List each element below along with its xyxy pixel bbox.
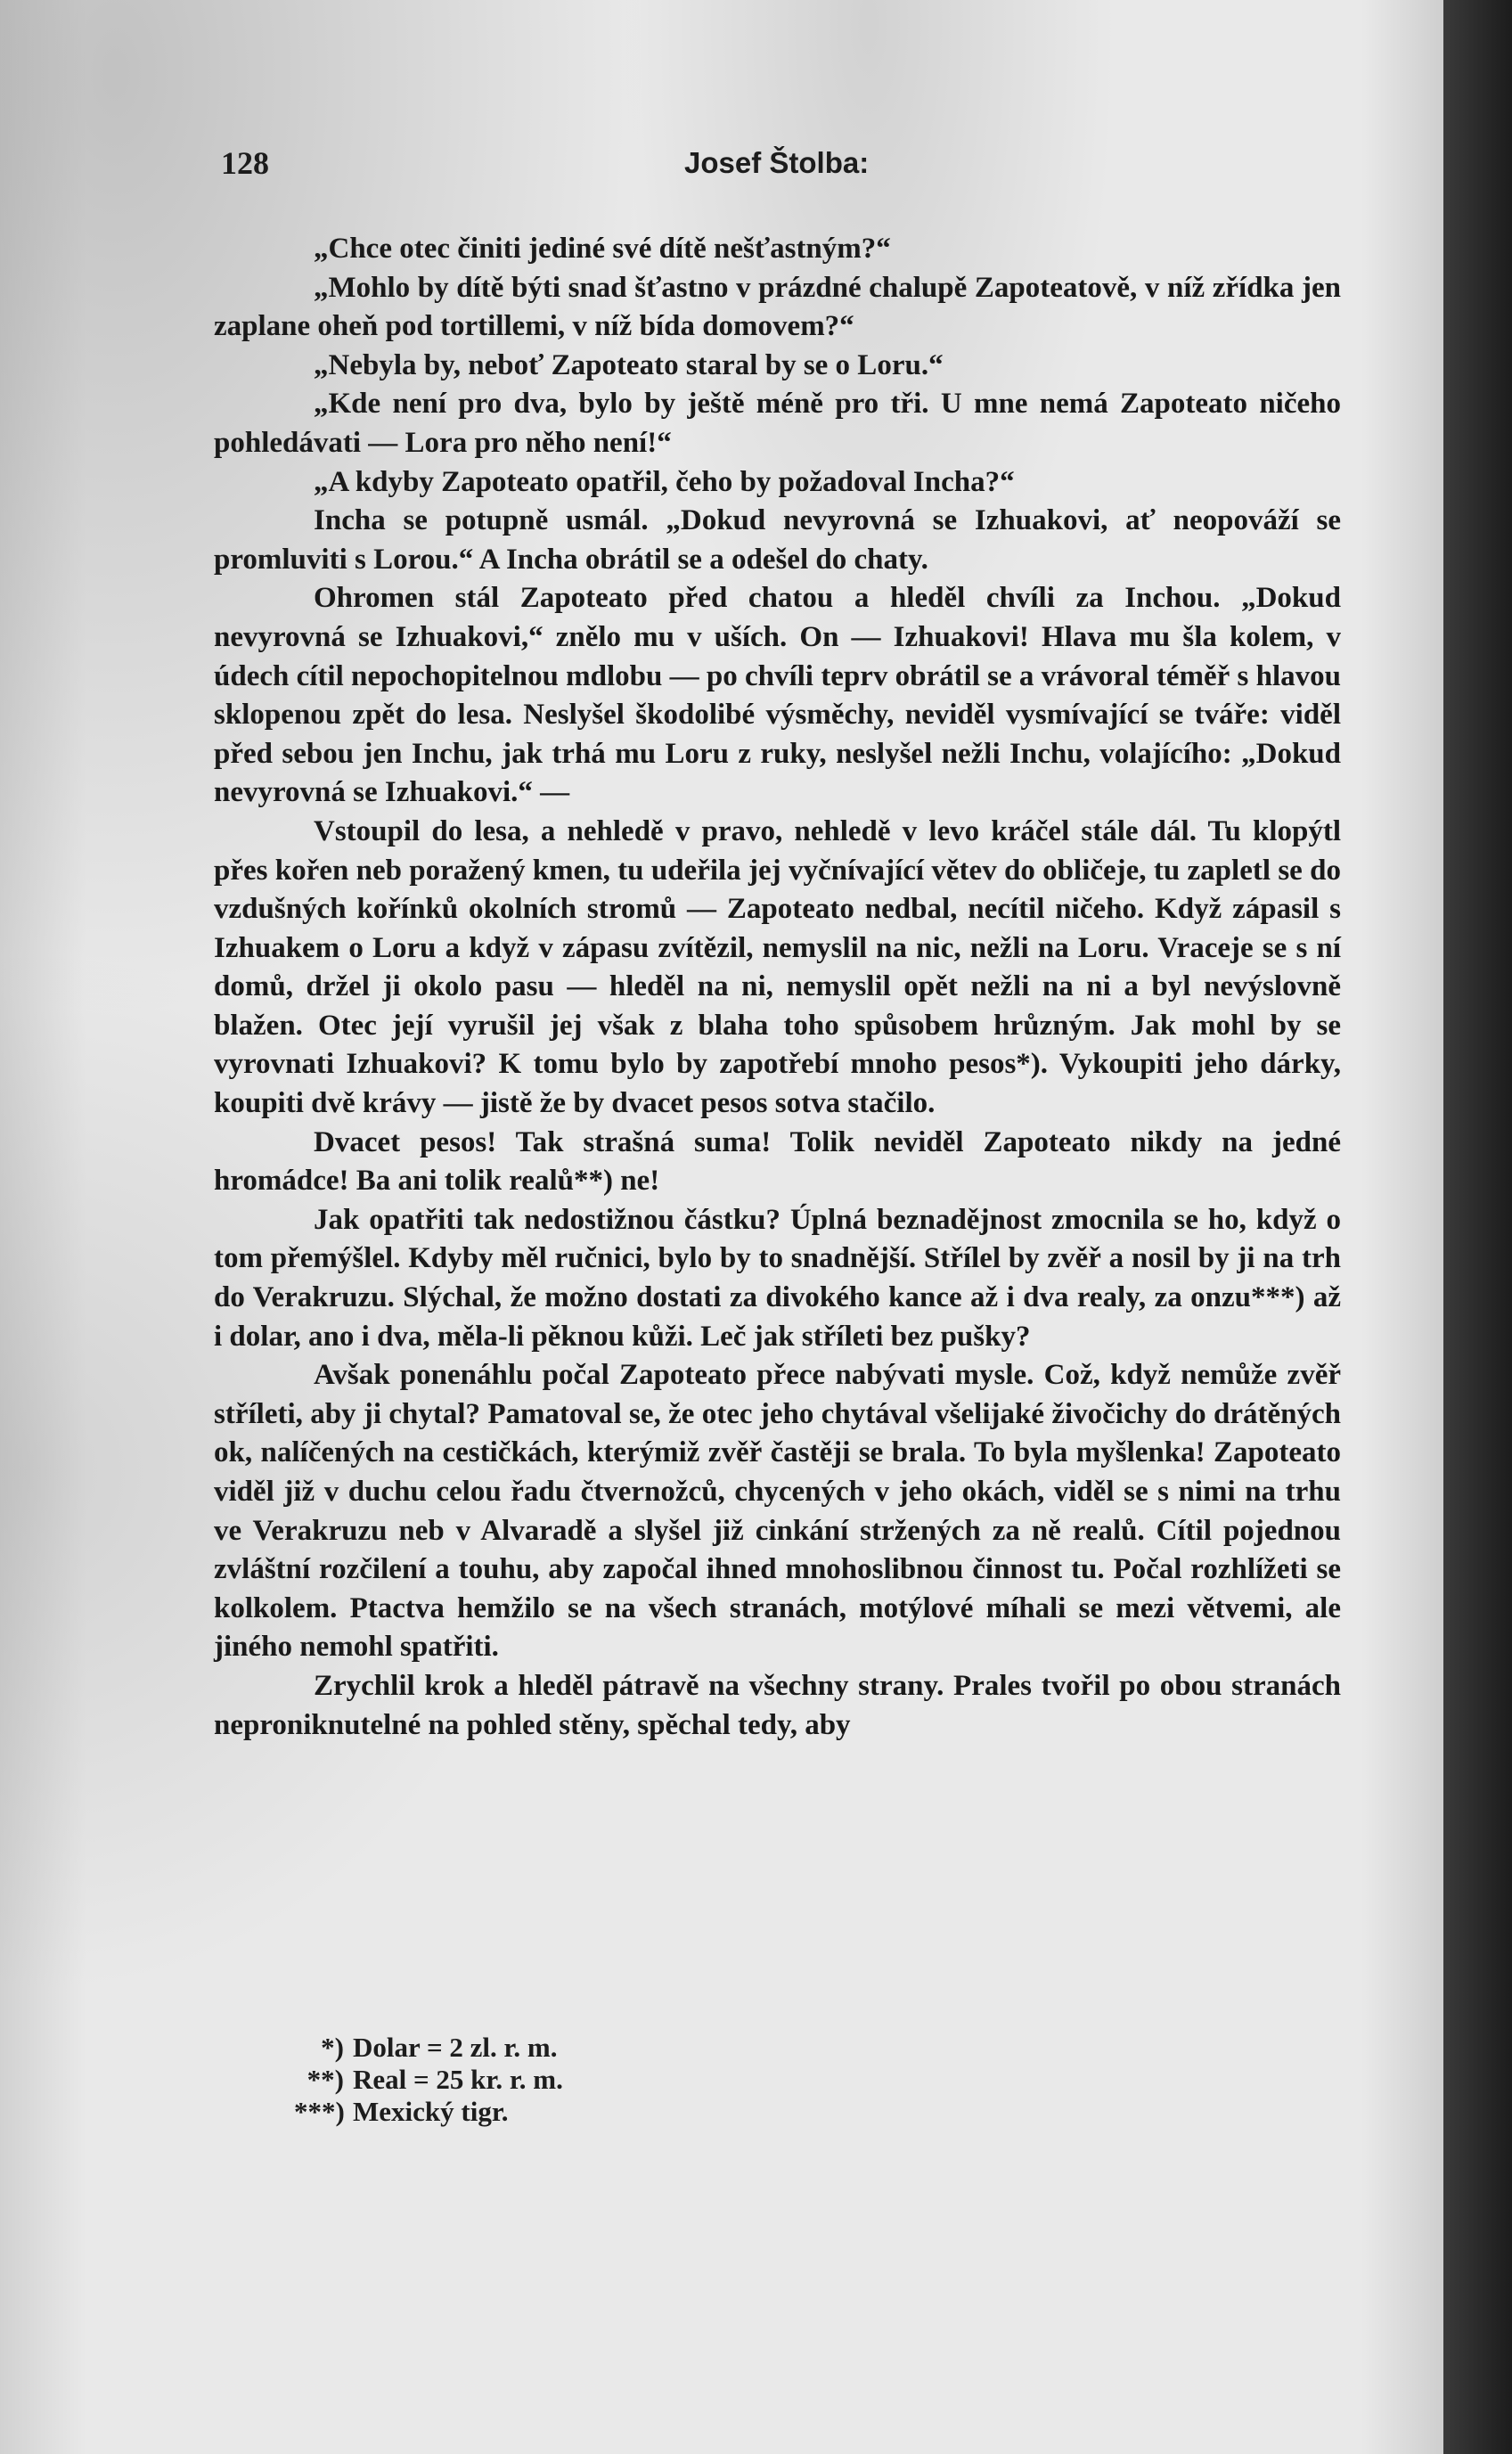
footnote-mark: ***) (294, 2096, 345, 2127)
running-head: Josef Štolba: (684, 146, 870, 179)
footnote-mark: **) (306, 2064, 344, 2095)
footnote-text: Real = 25 kr. r. m. (353, 2064, 563, 2095)
page-number: 128 (221, 145, 269, 181)
footnotes (294, 2032, 829, 2128)
footnote-mark: *) (321, 2032, 344, 2063)
page-header (221, 144, 1344, 189)
footnote (294, 2096, 829, 2128)
paragraph: „Mohlo by dítě býti snad šťastno v prázdné chalupě Zapoteatově, v níž zřídka jen zaplane oheň pod tortillemi, v níž bída domovem?“ (214, 271, 1341, 343)
paragraph: „A kdyby Zapoteato opatřil, čeho by požadoval Incha?“ (314, 465, 1015, 498)
footnote-text: Mexický tigr. (353, 2096, 509, 2127)
footnote (294, 2064, 829, 2096)
paragraph: Zrychlil krok a hleděl pátravě na všechny strany. Prales tvořil po obou stranách neproniknutelné na pohled stěny, spěchal tedy, aby (214, 1669, 1341, 1741)
paragraph: Jak opatřiti tak nedostižnou částku? Úplná beznadějnost zmocnila se ho, když o tom přemýšlel. Kdyby měl ručnici, bylo by to snadnější. Střílel by zvěř a nosil by ji na trh do Verakruzu. Slýchal, že možno dostati za divokého kance až i dva realy, za onzu***) až i dolar, ano i dva, měla-li pěknou kůži. Leč jak stříleti bez pušky? (214, 1203, 1341, 1353)
paragraph: Incha se potupně usmál. „Dokud nevyrovná se Izhuakovi, ať neopováží se promluviti s Lorou.“ A Incha obrátil se a odešel do chaty. (214, 504, 1341, 576)
scan-border (1443, 0, 1512, 2454)
paragraph: „Nebyla by, neboť Zapoteato staral by se o Loru.“ (314, 348, 944, 381)
paragraph: „Kde není pro dva, bylo by ještě méně pro tři. U mne nemá Zapoteato ničeho pohledávati — Lora pro něho není!“ (214, 388, 1341, 459)
paragraph: Vstoupil do lesa, a nehledě v pravo, nehledě v levo kráčel stále dál. Tu klopýtl přes kořen neb poražený kmen, tu udeřila jej vyčnívající větev do obličeje, tu zapletl se do vzdušných kořínků okolních stromů — Zapoteato nedbal, necítil ničeho. Když zápasil s Izhuakem o Loru a když v zápasu zvítězil, nemyslil na nic, nežli na Loru. Vraceje se s ní domů, držel ji okolo pasu — hleděl na ni, nemyslil opět nežli na ni a byl nevýslovně blažen. Otec její vyrušil jej však z blaha toho spůsobem hrůzným. Jak mohl by se vyrovnati Izhuakovi? K tomu bylo by zapotřebí mnoho pesos*). Vykoupiti jeho dárky, koupiti dvě krávy — jistě že by dvacet pesos sotva stačilo. (214, 814, 1341, 1120)
footnote-text: Dolar = 2 zl. r. m. (353, 2032, 558, 2063)
paragraph: „Chce otec činiti jediné své dítě nešťastným?“ (314, 233, 891, 265)
paragraph: Ohromen stál Zapoteato před chatou a hleděl chvíli za Inchou. „Dokud nevyrovná se Izhuakovi,“ znělo mu v uších. On — Izhuakovi! Hlava mu šla kolem, v údech cítil nepochopitelnou mdlobu — po chvíli teprv obrátil se a vrávoral téměř s hlavou sklopenou zpět do lesa. Neslyšel škodolibé výsměchy, neviděl vysmívající se tváře: viděl před sebou jen Inchu, jak trhá mu Loru z ruky, neslyšel nežli Inchu, volajícího: „Dokud nevyrovná se Izhuakovi.“ — (214, 582, 1342, 809)
body-text (214, 230, 1341, 1745)
footnote (294, 2032, 829, 2064)
paragraph: Avšak ponenáhlu počal Zapoteato přece nabývati mysle. Což, když nemůže zvěř stříleti, aby ji chytal? Pamatoval se, že otec jeho chytával všelijaké živočichy do drátěných ok, nalíčených na cestičkách, kterýmiž zvěř častěji se brala. To byla myšlenka! Zapoteato viděl již v duchu celou řadu čtvernožců, chycených v jeho okách, viděl se s nimi na trhu ve Verakruzu neb v Alvaradě a slyšel již cinkání stržených za ně realů. Cítil pojednou zvláštní rozčilení a touhu, aby započal ihned mnohoslibnou činnost tu. Počal rozhlížeti se kolkolem. Ptactva hemžilo se na všech stranách, motýlové míhali se mezi větvemi, ale jiného nemohl spatřiti. (214, 1359, 1341, 1664)
paragraph: Dvacet pesos! Tak strašná suma! Tolik neviděl Zapoteato nikdy na jedné hromádce! Ba ani tolik realů**) ne! (214, 1125, 1341, 1198)
